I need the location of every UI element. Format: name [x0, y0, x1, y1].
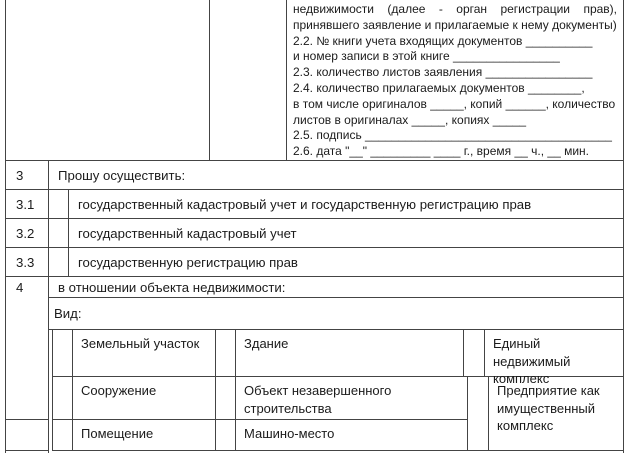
label-land: Земельный участок — [73, 330, 216, 376]
checkbox-construction[interactable] — [53, 377, 73, 419]
label-premises: Помещение — [73, 420, 216, 450]
object-type-row-1 — [52, 330, 623, 386]
row-3-3-number: 3.3 — [6, 248, 49, 276]
field-2-2-record-number: и номер записи в этой книге ________________ — [293, 49, 560, 64]
empty-cell-left — [6, 0, 210, 160]
row-3-2-number: 3.2 — [6, 219, 49, 247]
row-3-2 — [6, 219, 623, 248]
label-enterprise: Предприятие как имущественный комплекс — [497, 383, 600, 433]
field-2-4-attached-docs: 2.4. количество прилагаемых документов ________, — [293, 80, 585, 95]
row-3-3-label: государственную регистрацию прав — [78, 254, 298, 270]
object-type-rows-2-3 — [52, 377, 623, 451]
row-4-number: 4 — [6, 277, 48, 420]
row-5-number-cell-empty — [6, 420, 48, 451]
field-2-2-book-number: 2.2. № книги учета входящих документов __________ — [293, 33, 593, 48]
checkbox-enterprise[interactable] — [468, 377, 489, 450]
checkbox-premises[interactable] — [53, 420, 73, 450]
label-construction: Сооружение — [73, 377, 216, 419]
checkbox-3-1[interactable] — [49, 190, 69, 218]
row-3-number: 3 — [6, 161, 49, 189]
object-type-left-group — [53, 377, 468, 450]
form-table — [5, 0, 624, 453]
checkbox-land[interactable] — [53, 330, 73, 376]
row-3-1 — [6, 190, 623, 219]
text-line-registration-body: недвижимости (далее - орган регистрации прав), — [293, 2, 617, 16]
object-type-grid — [49, 330, 623, 451]
row-3-1-label: государственный кадастровый учет и государственную регистрацию прав — [78, 196, 532, 212]
field-2-5-signature: 2.5. подпись _____________________________________ — [293, 128, 612, 143]
field-2-6-date-time: 2.6. дата "__" _________ ____ г., время __ ч., __ мин. — [293, 144, 590, 159]
label-unfinished: Объект незавершенного строительства — [236, 377, 468, 419]
row-3-1-number: 3.1 — [6, 190, 49, 218]
vid-label: Вид: — [49, 298, 623, 330]
object-type-row-2 — [53, 377, 468, 420]
row-4-label: в отношении объекта недвижимости: — [49, 277, 623, 298]
registration-info-cell — [287, 0, 623, 160]
section-2-continuation — [6, 0, 623, 161]
row-4 — [6, 277, 623, 451]
row-3-2-label: государственный кадастровый учет — [78, 225, 297, 241]
checkbox-3-2[interactable] — [49, 219, 69, 247]
text-line-registration-body2: принявшего заявление и прилагаемые к нему документы) — [293, 17, 617, 32]
checkbox-complex[interactable] — [464, 330, 485, 376]
field-2-4-originals-copies: в том числе оригиналов _____, копий ______, количество — [293, 96, 616, 111]
checkbox-unfinished[interactable] — [216, 377, 236, 419]
row-4-content — [49, 277, 623, 451]
label-parking: Машино-место — [236, 420, 468, 450]
checkbox-3-3[interactable] — [49, 248, 69, 276]
label-complex: Единый недвижимый комплекс — [493, 336, 571, 386]
checkbox-parking[interactable] — [216, 420, 236, 450]
field-2-4-sheets-in-originals: листов в оригиналах _____, копиях _____ — [293, 112, 527, 127]
field-2-3-sheet-count: 2.3. количество листов заявления ________________ — [293, 65, 593, 80]
row-4-number-column — [6, 277, 49, 451]
row-3-label: Прошу осуществить: — [58, 167, 186, 183]
object-type-row-3 — [53, 420, 468, 450]
checkbox-building[interactable] — [216, 330, 236, 376]
row-3 — [6, 161, 623, 190]
row-3-3 — [6, 248, 623, 277]
label-building: Здание — [236, 330, 464, 376]
empty-cell-middle — [210, 0, 287, 160]
